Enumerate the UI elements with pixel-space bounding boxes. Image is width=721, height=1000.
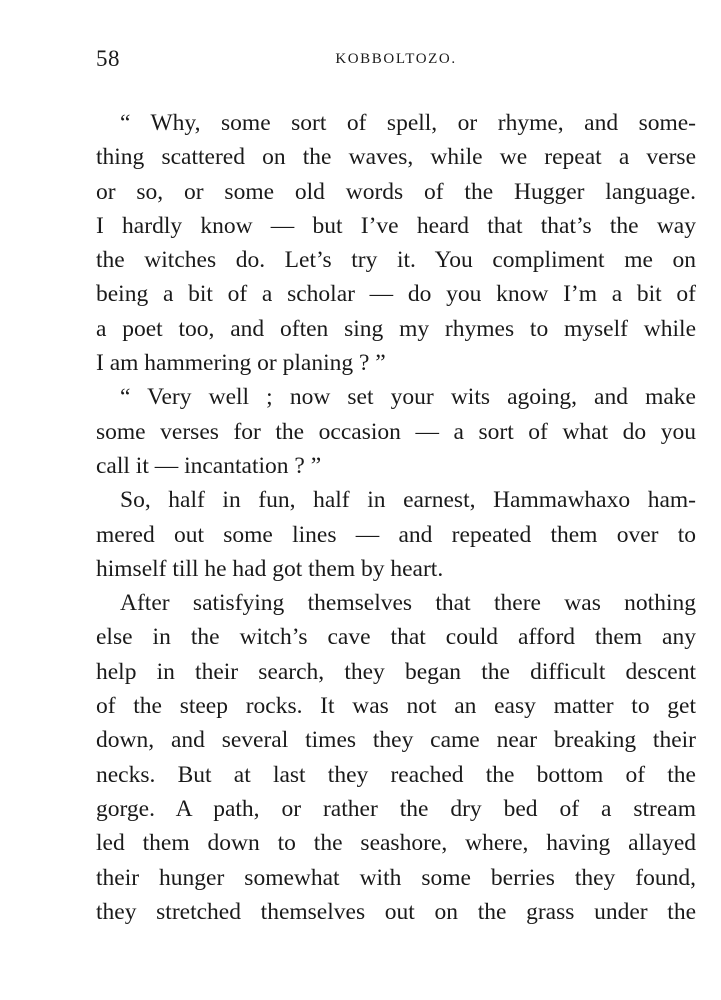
text-line: call it — incantation ? ” [96, 452, 322, 479]
text-line: “ Very well ; now set your wits agoing, and make [120, 384, 696, 411]
text-line: being a bit of a scholar — do you know I’m a bit of [96, 281, 696, 308]
text-line: After satisfying themselves that there was nothing [120, 590, 696, 617]
page-number: 58 [96, 46, 120, 71]
running-title: KOBBOLTOZO. [335, 51, 457, 67]
text-line: else in the witch’s cave that could afford them any [96, 624, 696, 651]
text-line: necks. But at last they reached the bottom of the [96, 761, 696, 788]
text-line: of the steep rocks. It was not an easy matter to get [96, 693, 696, 720]
text-line: help in their search, they began the difficult descent [96, 658, 696, 685]
text-line: mered out some lines — and repeated them over to [96, 521, 696, 548]
text-line: So, half in fun, half in earnest, Hammawhaxo ham- [120, 487, 696, 514]
text-line: I hardly know — but I’ve heard that that’s the way [96, 212, 696, 239]
text-line: some verses for the occasion — a sort of what do you [96, 418, 696, 445]
text-line: the witches do. Let’s try it. You compliment me on [96, 247, 696, 274]
text-line: himself till he had got them by heart. [96, 555, 444, 582]
text-line: their hunger somewhat with some berries they found, [96, 864, 696, 891]
text-line: led them down to the seashore, where, having allayed [96, 830, 696, 857]
text-line: thing scattered on the waves, while we repeat a verse [96, 144, 696, 171]
text-line: down, and several times they came near breaking their [96, 727, 696, 754]
text-line: gorge. A path, or rather the dry bed of a stream [96, 795, 696, 822]
text-line: “ Why, some sort of spell, or rhyme, and some- [120, 110, 696, 136]
text-line: they stretched themselves out on the grass under the [96, 898, 696, 925]
body-text [96, 106, 696, 929]
text-line: I am hammering or planing ? ” [96, 350, 386, 377]
text-line: a poet too, and often sing my rhymes to myself while [96, 315, 696, 342]
text-line: or so, or some old words of the Hugger language. [96, 178, 696, 205]
running-head [96, 46, 696, 76]
